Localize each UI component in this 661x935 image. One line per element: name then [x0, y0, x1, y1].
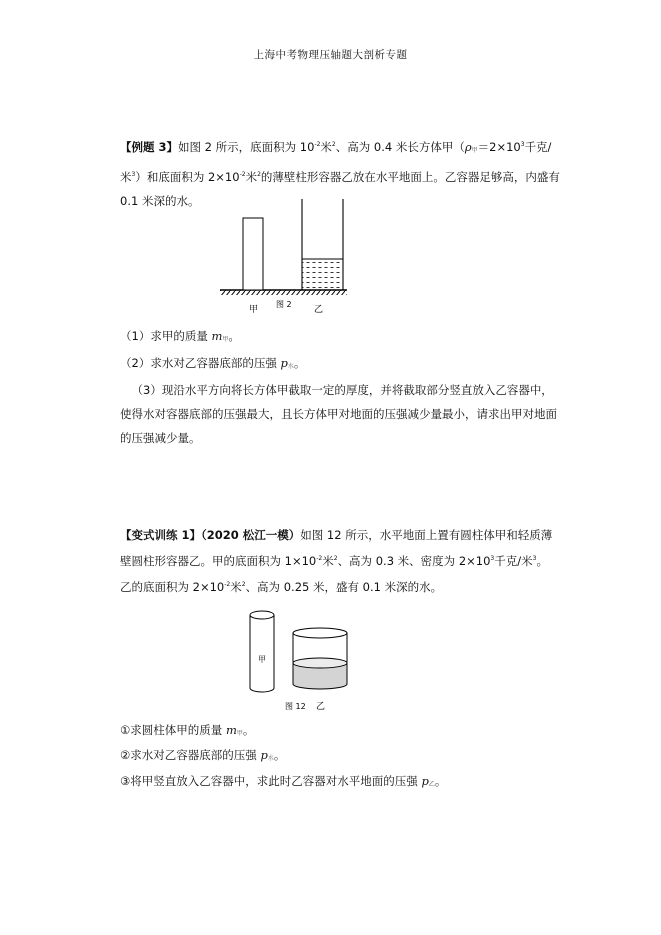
variant1-q3: ③将甲竖直放入乙容器中，求此时乙容器对水平地面的压强 $p_乙$。	[120, 774, 447, 788]
figure-2	[210, 195, 360, 320]
fig2-label-jia: 甲	[249, 305, 259, 315]
variant1-q1: ①求圆柱体甲的质量 $m_甲$。	[120, 723, 255, 737]
fig12-label-yi: 乙	[316, 702, 326, 712]
example3-q1: （1）求甲的质量 $m_甲$。	[120, 329, 240, 343]
water-in-container	[302, 259, 343, 290]
example3-q3: （3）现沿水平方向将长方体甲截取一定的厚度，并将截取部分竖直放入乙容器中，使得水对容器底部的压强最大，且长方体甲对地面的压强减少量最小，请求出甲对地面的压强减少量。	[120, 383, 557, 445]
example3-q2: （2）求水对乙容器底部的压强 $p_水$。	[120, 356, 306, 370]
fig12-label-jia: 甲	[258, 655, 266, 664]
block-jia	[243, 218, 263, 290]
container-yi-rim	[293, 628, 347, 638]
variant1-statement: 【变式训练 1】（2020 松江一模）如图 12 所示，水平地面上置有圆柱体甲和轻质薄壁圆柱形容器乙。甲的底面积为 $1\times 10^{-2}$米$^2$、高为 0.3 米、密度为 $2\times 10^3$千克/米$^3$。 乙的底面积为 $2\times 10^{-2}$米$^2$、高为 0.25 米，盛有 0.1 米深的水。	[120, 528, 553, 594]
water-surface-ellipse	[293, 658, 347, 668]
ground-hatching	[220, 290, 347, 295]
variant1-tag: 【变式训练 1】（2020 松江一模）	[120, 528, 301, 542]
cylinder-jia-top	[250, 611, 274, 619]
example3-tag: 【例题 3】	[120, 139, 179, 154]
figure-12	[240, 608, 360, 716]
fig2-caption: 图 2	[276, 300, 292, 309]
page-header: 上海中考物理压轴题大剖析专题	[253, 49, 408, 61]
variant1-q2: ②求水对乙容器底部的压强 $p_水$。	[120, 748, 286, 762]
fig12-caption: 图 12	[285, 702, 306, 711]
example3-statement: 【例题 3】如图 2 所示，底面积为 $10^{-2}$米$^2$、高为 0.4 米长方体甲（$\rho_甲=2\times 10^3$千克/米$^3$）和底面积为 $2\times 10^{-2}$米$^2$的薄壁柱形容器乙放在水平地面上。乙容器足够高，内盛有 0.1 米深的水。	[120, 139, 560, 208]
fig2-label-yi: 乙	[314, 305, 324, 315]
cylinder-jia-body	[250, 615, 274, 692]
